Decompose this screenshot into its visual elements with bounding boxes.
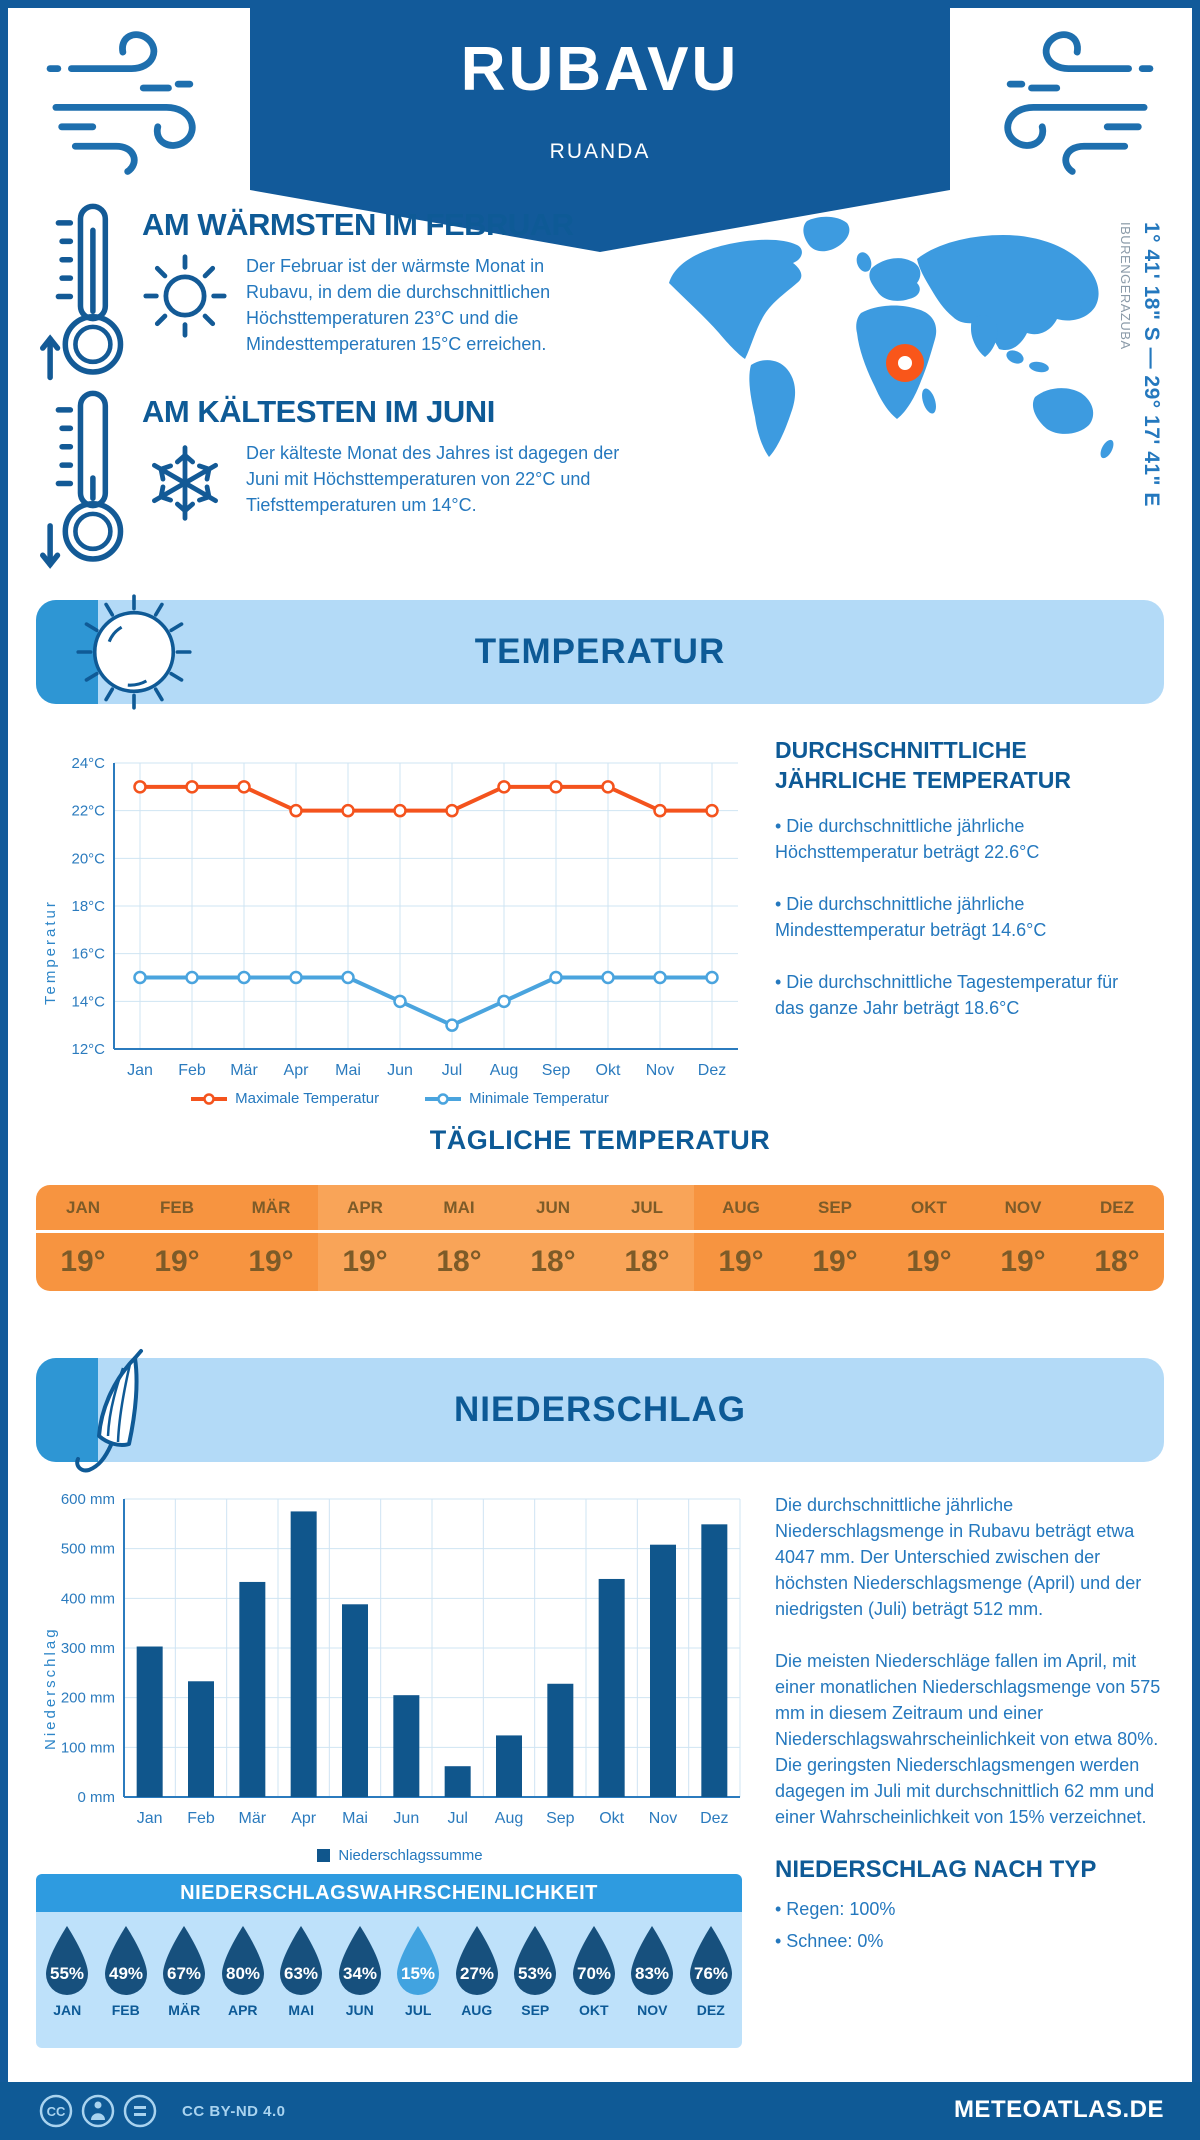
probability-cell	[272, 1912, 331, 2048]
svg-text:400 mm: 400 mm	[60, 1590, 115, 1608]
daily-table-month: JUL	[630, 1197, 664, 1217]
water-drop-icon	[100, 1924, 152, 1998]
daily-table-month: DEZ	[1100, 1197, 1134, 1217]
svg-text:80%: 80%	[225, 1964, 260, 1983]
probability-cell	[97, 1912, 156, 2048]
annual-temperature-text	[775, 735, 1173, 1047]
probability-cell	[331, 1912, 390, 2048]
daily-table-column	[788, 1185, 882, 1291]
svg-text:200 mm: 200 mm	[60, 1689, 115, 1707]
thermometer-warm-icon	[40, 195, 132, 387]
annual-bullet: • Die durchschnittliche jährliche Mindesttemperatur beträgt 14.6°C	[775, 894, 1047, 940]
daily-table-month: AUG	[722, 1197, 760, 1217]
attribution-person-icon	[95, 2102, 102, 2109]
svg-text:Jun: Jun	[387, 1062, 413, 1079]
svg-text:67%: 67%	[167, 1964, 202, 1983]
daily-table-month: MAI	[443, 1197, 475, 1217]
warmest-title: AM WÄRMSTEN IM FEBRUAR	[142, 207, 574, 242]
water-drop-icon	[392, 1924, 444, 1998]
probability-title: NIEDERSCHLAGSWAHRSCHEINLICHKEIT	[36, 1874, 742, 1912]
water-drop-icon	[626, 1924, 678, 1998]
precipitation-type-bullet: • Schnee: 0%	[775, 1931, 884, 1951]
water-drop-icon	[158, 1924, 210, 1998]
svg-text:83%: 83%	[635, 1964, 670, 1983]
svg-text:12°C: 12°C	[71, 1041, 105, 1058]
daily-table-value: 19°	[224, 1230, 318, 1291]
svg-text:Nov: Nov	[645, 1062, 675, 1079]
coordinates-label: 1° 41' 18" S — 29° 17' 41" E	[1140, 222, 1163, 507]
probability-month: MAI	[288, 2002, 315, 2018]
snowflake-icon	[142, 440, 228, 526]
daily-table-month: MÄR	[251, 1197, 291, 1217]
daily-table-month: JAN	[65, 1197, 100, 1217]
daily-table-month: SEP	[817, 1197, 853, 1217]
precipitation-chart-ylabel: Niederschlag	[42, 1626, 59, 1750]
svg-text:Feb: Feb	[178, 1062, 206, 1079]
probability-month: FEB	[111, 2002, 140, 2018]
daily-table-column	[318, 1185, 412, 1291]
probability-cell	[506, 1912, 565, 2048]
svg-text:Jul: Jul	[447, 1810, 468, 1827]
page-title: RUBAVU	[460, 35, 740, 104]
daily-table-month: FEB	[160, 1197, 194, 1217]
legend-item: Minimale Temperatur	[425, 1090, 609, 1107]
svg-text:Dez: Dez	[700, 1810, 729, 1827]
daily-table-column	[976, 1185, 1070, 1291]
daily-table-month: NOV	[1004, 1197, 1042, 1217]
svg-text:0 mm: 0 mm	[77, 1789, 115, 1806]
geo-labels	[1118, 222, 1163, 512]
svg-text:Aug: Aug	[489, 1062, 519, 1079]
water-drop-icon	[41, 1924, 93, 1998]
temperature-chart-ylabel: Temperatur	[42, 899, 59, 1005]
probability-month: JAN	[53, 2002, 82, 2018]
daily-table-month: OKT	[911, 1197, 947, 1217]
svg-text:76%: 76%	[693, 1964, 728, 1983]
daily-table-column	[600, 1185, 694, 1291]
footer-license-group	[38, 2093, 286, 2129]
thermometer-cold-icon	[40, 382, 132, 574]
precipitation-type-title: NIEDERSCHLAG NACH TYP	[775, 1856, 1097, 1883]
svg-text:14°C: 14°C	[71, 993, 105, 1011]
precipitation-banner	[36, 1358, 1164, 1462]
water-drop-icon	[334, 1924, 386, 1998]
daily-table-value: 19°	[130, 1230, 224, 1291]
precipitation-type-bullet: • Regen: 100%	[775, 1899, 896, 1919]
nd-equals-icon	[134, 2106, 146, 2109]
legend-item: Maximale Temperatur	[191, 1090, 379, 1107]
daily-table-value: 19°	[36, 1230, 130, 1291]
warmest-text: Der Februar ist der wärmste Monat in Rubavu, in dem die durchschnittlichen Höchsttemperaturen 23°C und die Mindesttemperaturen 15°C erreichen.	[246, 256, 551, 354]
precipitation-bar-chart	[50, 1491, 750, 1843]
svg-text:Mai: Mai	[335, 1062, 361, 1079]
svg-text:Jun: Jun	[393, 1810, 420, 1827]
daily-table-column	[130, 1185, 224, 1291]
coldest-title: AM KÄLTESTEN IM JUNI	[142, 394, 495, 429]
probability-month: DEZ	[696, 2002, 725, 2018]
warmest-section	[40, 195, 690, 387]
daily-table-month: APR	[347, 1197, 383, 1217]
daily-table-column	[694, 1185, 788, 1291]
svg-text:70%: 70%	[576, 1964, 611, 1983]
svg-text:49%: 49%	[108, 1964, 143, 1983]
daily-table-month: JUN	[535, 1197, 570, 1217]
probability-cell	[389, 1912, 448, 2048]
svg-text:Sep: Sep	[546, 1810, 575, 1827]
svg-text:Nov: Nov	[648, 1810, 678, 1827]
daily-table-value: 18°	[1070, 1230, 1164, 1291]
sun-icon	[142, 253, 228, 339]
footer	[0, 2082, 1200, 2140]
svg-text:53%: 53%	[518, 1964, 553, 1983]
coldest-text: Der kälteste Monat des Jahres ist dagegen der Juni mit Höchsttemperaturen von 22°C und Tiefsttemperaturen um 14°C.	[246, 443, 620, 515]
probability-month: MÄR	[168, 2002, 201, 2018]
coldest-section	[40, 382, 690, 574]
location-marker	[892, 350, 918, 376]
svg-text:20°C: 20°C	[71, 850, 105, 868]
temperature-chart-block	[40, 725, 752, 1125]
probability-cell	[565, 1912, 624, 2048]
site-label: METEOATLAS.DE	[953, 2096, 1164, 2123]
svg-text:34%: 34%	[342, 1964, 377, 1983]
world-map	[655, 205, 1135, 485]
probability-cell	[38, 1912, 97, 2048]
header-banner	[250, 0, 950, 190]
svg-text:Mär: Mär	[238, 1810, 267, 1827]
precipitation-chart-block	[40, 1485, 752, 1885]
daily-table-value: 19°	[976, 1230, 1070, 1291]
daily-table-value: 19°	[694, 1230, 788, 1291]
svg-text:Okt: Okt	[595, 1062, 621, 1079]
probability-month: AUG	[461, 2002, 493, 2018]
svg-text:22°C: 22°C	[71, 802, 105, 820]
svg-text:Jan: Jan	[127, 1062, 153, 1079]
water-drop-icon	[509, 1924, 561, 1998]
page-subtitle: RUANDA	[549, 140, 651, 163]
svg-text:Sep: Sep	[541, 1062, 571, 1079]
svg-text:Apr: Apr	[291, 1810, 317, 1827]
water-drop-icon	[451, 1924, 503, 1998]
temperature-chart-legend	[50, 1090, 750, 1107]
precipitation-banner-title: NIEDERSCHLAG	[453, 1390, 747, 1429]
annual-temperature-title: DURCHSCHNITTLICHE JÄHRLICHE TEMPERATUR	[775, 737, 1072, 793]
wind-icon	[42, 22, 227, 187]
probability-cell	[155, 1912, 214, 2048]
daily-table-value: 18°	[506, 1230, 600, 1291]
daily-table-value: 18°	[412, 1230, 506, 1291]
probability-section	[36, 1874, 742, 2048]
svg-text:Feb: Feb	[187, 1810, 215, 1827]
annual-bullet: • Die durchschnittliche Tagestemperatur für das ganze Jahr beträgt 18.6°C	[775, 972, 1119, 1018]
page-border-right	[1192, 0, 1200, 2140]
probability-month: SEP	[521, 2002, 550, 2018]
page-border-left	[0, 0, 8, 2140]
svg-text:Apr: Apr	[283, 1062, 309, 1079]
daily-table-column	[882, 1185, 976, 1291]
temperature-banner-title: TEMPERATUR	[474, 632, 726, 671]
probability-month: JUN	[345, 2002, 374, 2018]
daily-table-column	[1070, 1185, 1164, 1291]
svg-text:24°C: 24°C	[71, 755, 105, 772]
daily-temperature-table	[36, 1185, 1164, 1291]
svg-text:300 mm: 300 mm	[60, 1640, 115, 1657]
precipitation-paragraph: Die meisten Niederschläge fallen im April, mit einer monatlichen Niederschlagsmenge von 575 mm in diesem Zeitraum und einer Niederschlagswahrscheinlichkeit von etwa 80%. Die geringsten Niederschlagsmengen werden dagegen im Juli mit durchschnittlich 62 mm und einer Wahrscheinlichkeit von 15% verzeichnet.	[775, 1651, 1161, 1827]
svg-text:Mär: Mär	[230, 1062, 258, 1079]
legend-item: Niederschlagssumme	[317, 1847, 482, 1864]
probability-cell	[682, 1912, 741, 2048]
water-drop-icon	[275, 1924, 327, 1998]
svg-text:Aug: Aug	[494, 1810, 524, 1827]
svg-text:500 mm: 500 mm	[60, 1540, 115, 1558]
probability-month: APR	[227, 2002, 258, 2018]
license-label: CC BY-ND 4.0	[182, 2102, 286, 2120]
svg-text:Jul: Jul	[441, 1062, 463, 1079]
probability-month: JUL	[405, 2002, 432, 2018]
svg-text:Okt: Okt	[599, 1810, 625, 1827]
daily-table-value: 19°	[318, 1230, 412, 1291]
probability-cell	[214, 1912, 273, 2048]
wind-icon	[973, 22, 1158, 187]
precipitation-chart-legend	[50, 1847, 750, 1864]
temperature-banner	[36, 600, 1164, 704]
annual-bullet: • Die durchschnittliche jährliche Höchsttemperatur beträgt 22.6°C	[775, 816, 1040, 862]
daily-table-column	[506, 1185, 600, 1291]
svg-text:Jan: Jan	[136, 1810, 163, 1827]
region-label: IBURENGERAZUBA	[1118, 222, 1133, 350]
svg-text:63%: 63%	[284, 1964, 319, 1983]
daily-table-column	[412, 1185, 506, 1291]
water-drop-icon	[217, 1924, 269, 1998]
svg-text:18°C: 18°C	[71, 898, 105, 915]
precipitation-text	[775, 1492, 1173, 1960]
probability-month: OKT	[578, 2002, 609, 2018]
probability-cell	[623, 1912, 682, 2048]
svg-text:Mai: Mai	[342, 1810, 368, 1827]
svg-text:600 mm: 600 mm	[60, 1491, 115, 1508]
svg-text:100 mm: 100 mm	[60, 1739, 115, 1757]
probability-drops	[36, 1912, 742, 2048]
water-drop-icon	[568, 1924, 620, 1998]
daily-table-value: 19°	[788, 1230, 882, 1291]
precipitation-paragraph: Die durchschnittliche jährliche Niederschlagsmenge in Rubavu beträgt etwa 4047 mm. Der Unterschied zwischen der höchsten Niederschlagsmenge (April) und der niedrigsten (Juli) beträgt 512 mm.	[775, 1495, 1142, 1619]
daily-temperature-title: TÄGLICHE TEMPERATUR	[429, 1125, 771, 1155]
cc-license-icons	[38, 2093, 168, 2129]
daily-table-value: 19°	[882, 1230, 976, 1291]
svg-text:16°C: 16°C	[71, 945, 105, 963]
svg-text:27%: 27%	[459, 1964, 494, 1983]
svg-text:15%: 15%	[401, 1964, 436, 1983]
probability-cell	[448, 1912, 507, 2048]
cc-icon: CC	[46, 2104, 66, 2119]
svg-text:Dez: Dez	[697, 1062, 727, 1079]
temperature-line-chart	[50, 753, 750, 1093]
svg-text:55%: 55%	[50, 1964, 85, 1983]
probability-month: NOV	[637, 2002, 668, 2018]
daily-table-column	[36, 1185, 130, 1291]
daily-table-column	[224, 1185, 318, 1291]
water-drop-icon	[685, 1924, 737, 1998]
daily-table-value: 18°	[600, 1230, 694, 1291]
